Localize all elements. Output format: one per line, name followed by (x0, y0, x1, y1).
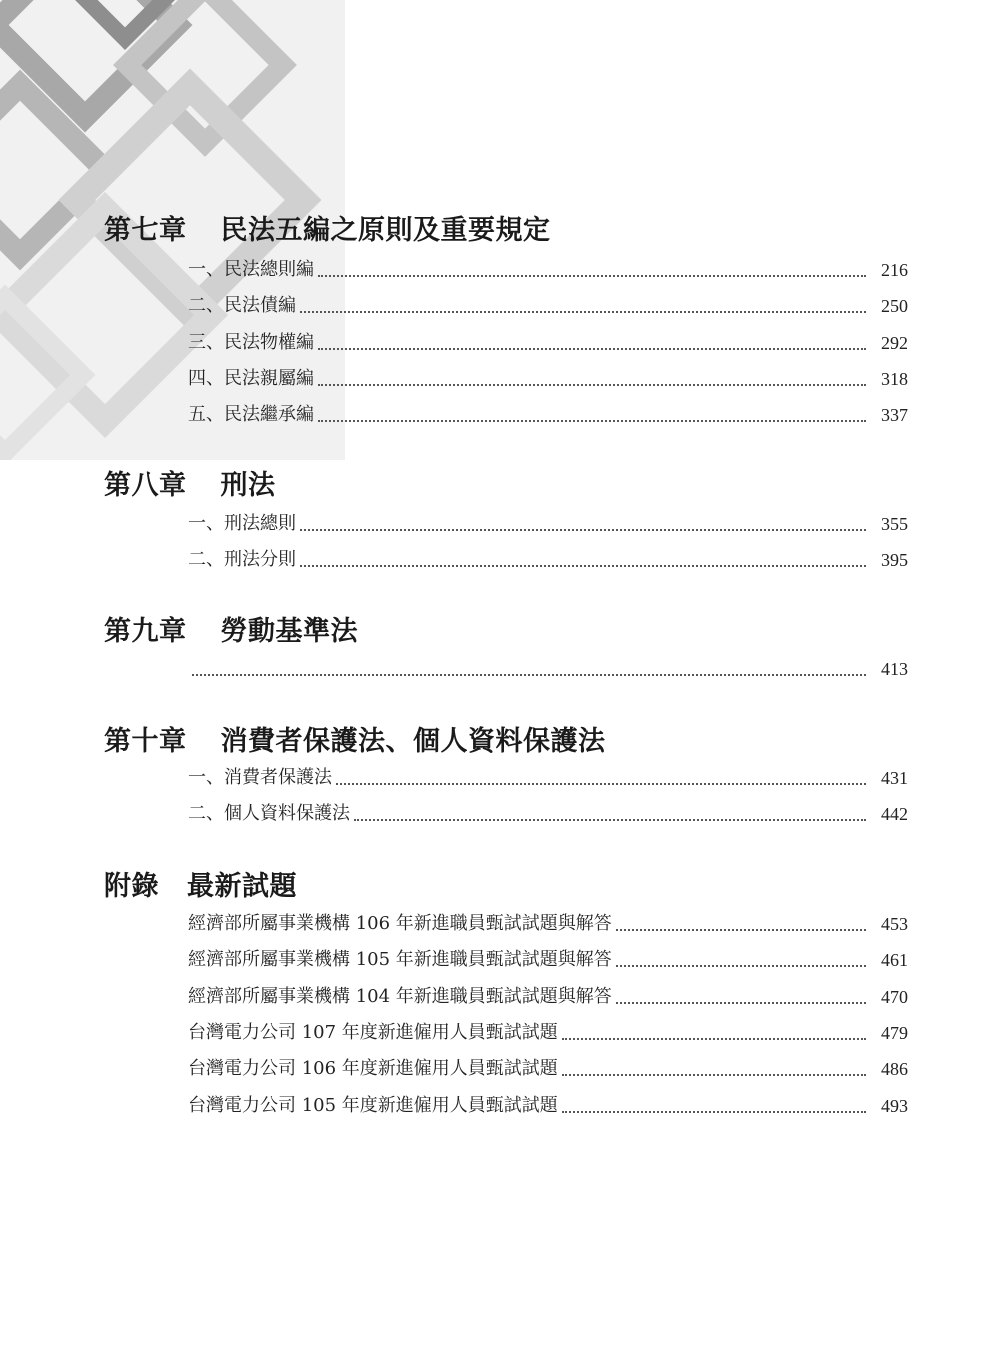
section-title (104, 216, 551, 246)
toc-entry[interactable] (188, 329, 908, 355)
chapter-number: 附錄 (104, 871, 159, 902)
dot-leader (318, 348, 866, 350)
page-number: 461 (881, 950, 908, 970)
dot-leader (318, 384, 866, 386)
toc-entry[interactable] (188, 1092, 908, 1118)
dot-leader (562, 1038, 866, 1040)
page-number: 250 (881, 296, 908, 316)
toc-entry[interactable] (188, 256, 908, 282)
page-number: 470 (881, 987, 908, 1007)
dot-leader (300, 529, 866, 531)
toc-entry[interactable] (188, 800, 908, 826)
dot-leader (300, 311, 866, 313)
dot-leader (562, 1074, 866, 1076)
page-number: 413 (881, 659, 908, 679)
toc-entry[interactable] (188, 764, 908, 790)
dot-leader (336, 783, 866, 785)
dot-leader (192, 674, 866, 676)
page-number: 292 (881, 333, 908, 353)
page-number: 493 (881, 1096, 908, 1116)
chapter-title: 刑法 (220, 470, 276, 501)
entry-label: 四、民法親屬編 (188, 368, 314, 389)
chapter-number: 第十章 (104, 726, 187, 757)
page-number: 486 (881, 1059, 908, 1079)
toc-entry[interactable] (188, 910, 908, 936)
page-number: 318 (881, 369, 908, 389)
toc-entry[interactable] (188, 546, 908, 572)
toc-entry[interactable] (188, 510, 908, 536)
entry-label: 經濟部所屬事業機構 105 年新進職員甄試試題與解答 (188, 949, 612, 970)
page-number: 479 (881, 1023, 908, 1043)
chapter-title: 勞動基準法 (220, 616, 358, 647)
entry-label: 二、刑法分則 (188, 549, 296, 570)
chapter-title: 最新試題 (187, 871, 297, 902)
entry-label: 台灣電力公司 106 年度新進僱用人員甄試試題 (188, 1058, 558, 1079)
page-number: 453 (881, 914, 908, 934)
page-number: 355 (881, 514, 908, 534)
toc-entry[interactable] (188, 655, 908, 681)
dot-leader (616, 929, 866, 931)
entry-label: 經濟部所屬事業機構 106 年新進職員甄試試題與解答 (188, 913, 612, 934)
dot-leader (562, 1111, 866, 1113)
page-number: 395 (881, 550, 908, 570)
section-title (104, 872, 297, 902)
entry-label: 三、民法物權編 (188, 332, 314, 353)
page-number: 337 (881, 405, 908, 425)
entry-label: 台灣電力公司 105 年度新進僱用人員甄試試題 (188, 1095, 558, 1116)
page-number: 431 (881, 768, 908, 788)
section-title (104, 471, 276, 501)
toc-entry[interactable] (188, 983, 908, 1009)
chapter-number: 第七章 (104, 215, 187, 246)
chapter-number: 第八章 (104, 470, 187, 501)
entry-label: 經濟部所屬事業機構 104 年新進職員甄試試題與解答 (188, 986, 612, 1007)
toc-entry[interactable] (188, 401, 908, 427)
entry-label: 台灣電力公司 107 年度新進僱用人員甄試試題 (188, 1022, 558, 1043)
entry-label: 五、民法繼承編 (188, 404, 314, 425)
dot-leader (318, 275, 866, 277)
entry-label: 二、個人資料保護法 (188, 803, 350, 824)
section-title (104, 727, 606, 757)
chapter-title: 消費者保護法、個人資料保護法 (220, 726, 606, 757)
entry-label: 二、民法債編 (188, 295, 296, 316)
toc-entry[interactable] (188, 1019, 908, 1045)
dot-leader (300, 565, 866, 567)
toc-entry[interactable] (188, 365, 908, 391)
toc-entry[interactable] (188, 1055, 908, 1081)
entry-label: 一、消費者保護法 (188, 767, 332, 788)
chapter-title: 民法五編之原則及重要規定 (220, 215, 551, 246)
dot-leader (354, 819, 866, 821)
chapter-number: 第九章 (104, 616, 187, 647)
entry-label: 一、刑法總則 (188, 513, 296, 534)
page-number: 442 (881, 804, 908, 824)
toc-entry[interactable] (188, 946, 908, 972)
dot-leader (616, 965, 866, 967)
dot-leader (616, 1002, 866, 1004)
page-number: 216 (881, 260, 908, 280)
dot-leader (318, 420, 866, 422)
section-title (104, 617, 358, 647)
entry-label: 一、民法總則編 (188, 259, 314, 280)
toc-entry[interactable] (188, 292, 908, 318)
